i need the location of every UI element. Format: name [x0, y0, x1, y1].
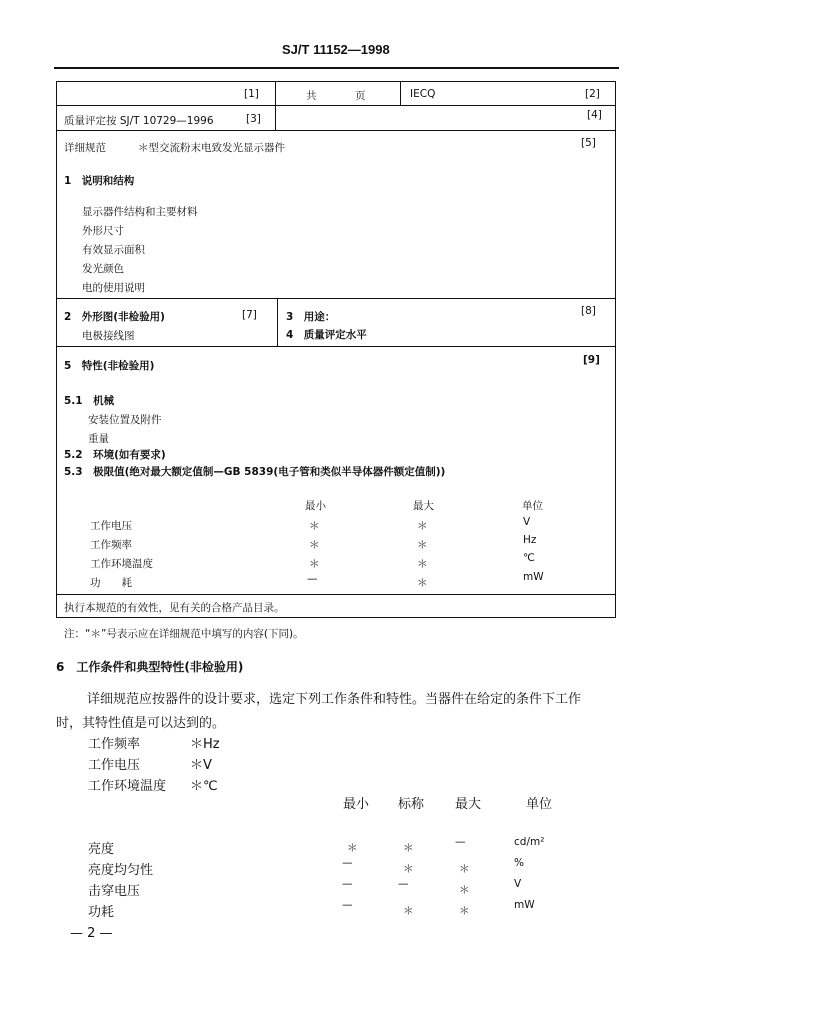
col-min: 最小 [305, 500, 326, 512]
ref-9: [9] [583, 354, 600, 366]
pages-label: 页 [355, 90, 366, 102]
col-max: 最大 [455, 797, 482, 812]
paragraph-line-1: 详细规范应按器件的设计要求，选定下列工作条件和特性。当器件在给定的条件下工作 [87, 692, 582, 707]
list-item: 发光颜色 [82, 263, 124, 275]
section-4-quality-level: 4 质量评定水平 [286, 329, 367, 341]
section-3-purpose: 3 用途： [286, 311, 336, 323]
section-1-title: 1 说明和结构 [64, 175, 135, 187]
ref-1: [1] [244, 88, 259, 100]
section-5-title: 5 特性(非检验用) [64, 360, 155, 372]
electrode-diagram: 电极接线图 [82, 330, 135, 342]
list-item: 重量 [88, 433, 109, 445]
section-5-1: 5.1 机械 [64, 395, 115, 407]
device-type: ＊型交流粉末电致发光显示器件 [138, 142, 285, 154]
page-number: — 2 — [70, 926, 113, 941]
iecq-label: IECQ [410, 88, 436, 100]
paragraph-line-2: 时，其特性值是可以达到的。 [56, 716, 226, 731]
ref-5: [5] [581, 137, 596, 149]
total-label: 共 [306, 90, 317, 102]
detail-spec-label: 详细规范 [64, 142, 106, 154]
note: 注：“＊”号表示应在详细规范中填写的内容(下同)。 [64, 628, 304, 640]
ref-7: [7] [242, 309, 257, 321]
list-item: 显示器件结构和主要材料 [82, 206, 198, 218]
ref-3: [3] [246, 113, 261, 125]
ref-4: [4] [587, 109, 602, 121]
section-2-title: 2 外形图(非检验用) [64, 311, 165, 323]
section-5-3: 5.3 极限值(绝对最大额定值制—GB 5839(电子管和类似半导体器件额定值制)) [64, 466, 446, 478]
list-item: 外形尺寸 [82, 225, 124, 237]
quality-assessment: 质量评定按 SJ/T 10729—1996 [64, 115, 214, 127]
standard-code: SJ/T 11152—1998 [282, 42, 390, 57]
col-max: 最大 [413, 500, 434, 512]
col-unit: 单位 [522, 500, 543, 512]
list-item: 有效显示面积 [82, 244, 145, 256]
list-item: 电的使用说明 [82, 282, 145, 294]
col-nominal: 标称 [398, 797, 425, 812]
section-6-title: 6 工作条件和典型特性(非检验用) [56, 660, 244, 674]
ref-8: [8] [581, 305, 596, 317]
validity-statement: 执行本规范的有效性，见有关的合格产品目录。 [64, 602, 285, 614]
section-5-2: 5.2 环境(如有要求) [64, 449, 166, 461]
list-item: 安装位置及附件 [88, 414, 162, 426]
header-rule [54, 67, 619, 69]
col-unit: 单位 [526, 797, 553, 812]
col-min: 最小 [343, 797, 370, 812]
ref-2: [2] [585, 88, 600, 100]
